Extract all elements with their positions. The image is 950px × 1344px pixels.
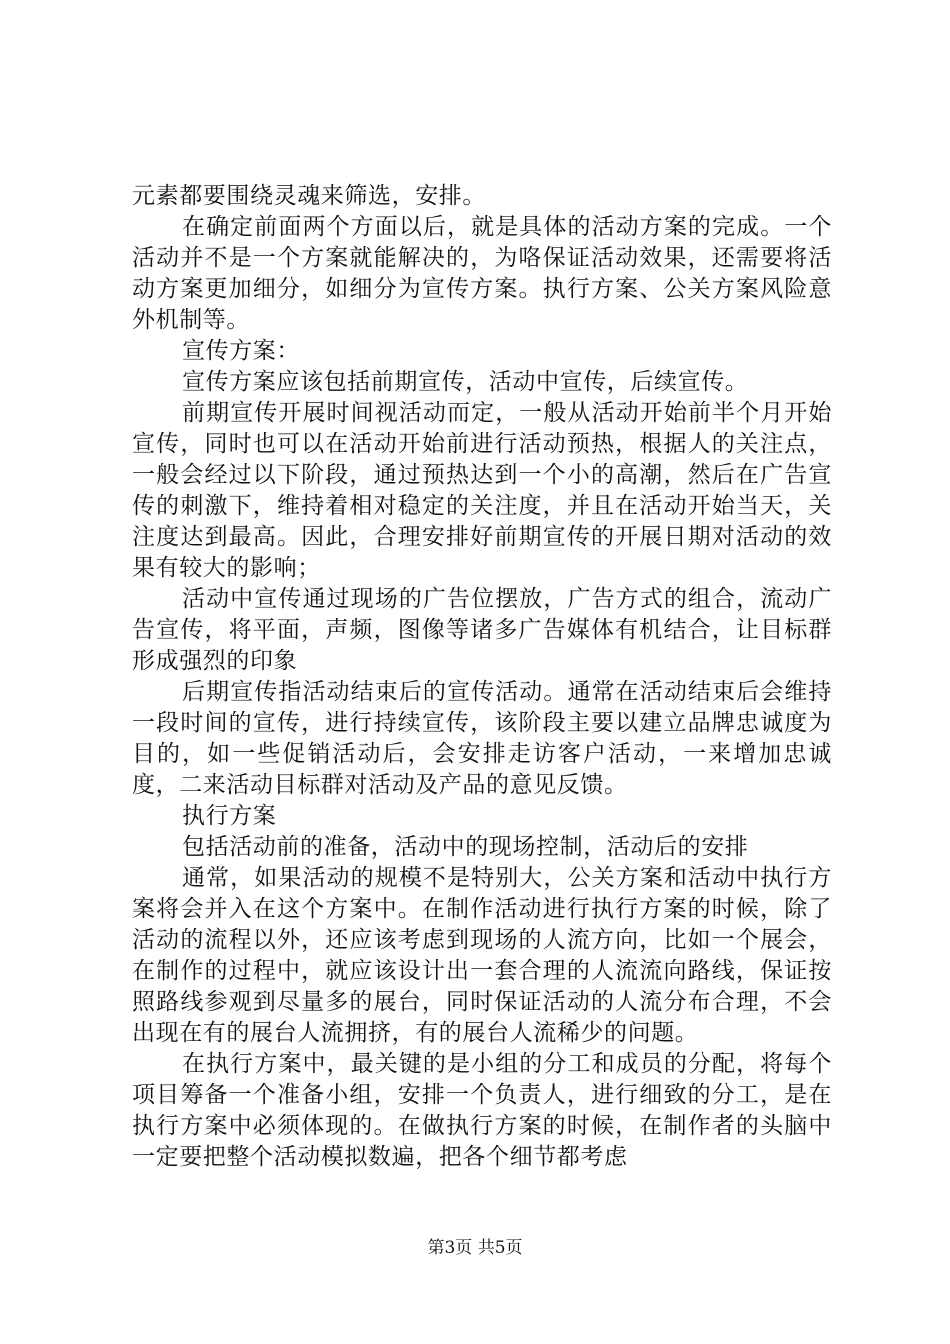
document-body xyxy=(132,181,832,1173)
paragraph: 后期宣传指活动结束后的宣传活动。通常在活动结束后会维持一段时间的宣传，进行持续宣传，该阶段主要以建立品牌忠诚度为目的，如一些促销活动后，会安排走访客户活动，一来增加忠诚度，二来活动目标群对活动及产品的意见反馈。 xyxy=(132,679,832,798)
paragraph: 执行方案 xyxy=(182,803,277,829)
paragraph: 在确定前面两个方面以后，就是具体的活动方案的完成。一个活动并不是一个方案就能解决的，为咯保证活动效果，还需要将活动方案更加细分，如细分为宣传方案。执行方案、公关方案风险意外机制等。 xyxy=(132,214,832,333)
page-footer: 第3页 共5页 xyxy=(427,1238,523,1258)
paragraph: 元素都要围绕灵魂来筛选，安排。 xyxy=(132,183,486,209)
paragraph: 包括活动前的准备，活动中的现场控制，活动后的安排 xyxy=(182,834,749,860)
paragraph: 前期宣传开展时间视活动而定，一般从活动开始前半个月开始宣传，同时也可以在活动开始前进行活动预热，根据人的关注点，一般会经过以下阶段，通过预热达到一个小的高潮，然后在广告宣传的刺激下，维持着相对稳定的关注度，并且在活动开始当天，关注度达到最高。因此，合理安排好前期宣传的开展日期对活动的效果有较大的影响； xyxy=(132,400,832,581)
paragraph: 宣传方案： xyxy=(182,338,300,364)
paragraph: 活动中宣传通过现场的广告位摆放，广告方式的组合，流动广告宣传，将平面，声频，图像等诸多广告媒体有机结合，让目标群形成强烈的印象 xyxy=(132,586,832,674)
paragraph: 通常，如果活动的规模不是特别大，公关方案和活动中执行方案将会并入在这个方案中。在制作活动进行执行方案的时候，除了活动的流程以外，还应该考虑到现场的人流方向，比如一个展会，在制作的过程中，就应该设计出一套合理的人流流向路线，保证按照路线参观到尽量多的展台，同时保证活动的人流分布合理，不会出现在有的展台人流拥挤，有的展台人流稀少的问题。 xyxy=(132,865,832,1046)
paragraph: 宣传方案应该包括前期宣传，活动中宣传，后续宣传。 xyxy=(182,369,749,395)
paragraph: 在执行方案中，最关键的是小组的分工和成员的分配，将每个项目筹备一个准备小组，安排一个负责人，进行细致的分工，是在执行方案中必须体现的。在做执行方案的时候，在制作者的头脑中一定要把整个活动模拟数遍，把各个细节都考虑 xyxy=(132,1051,832,1170)
